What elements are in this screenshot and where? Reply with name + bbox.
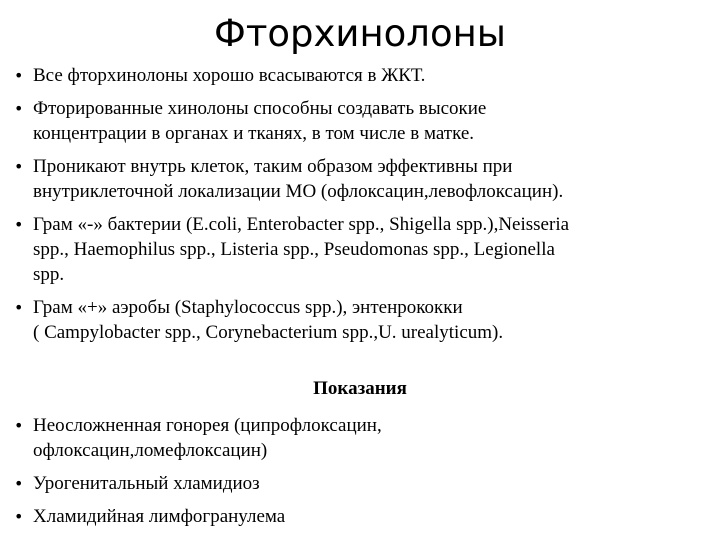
indications-list [14,413,704,537]
list-item-line: Фторированные хинолоны способны создавать высокие [33,98,487,119]
list-item [14,504,704,529]
bullet-icon: • [14,416,24,435]
list-item-line: внутриклеточной локализации МО (офлоксацин,левофлоксацин). [33,181,564,202]
list-item [14,154,704,204]
slide-title: Фторхинолоны [214,12,506,55]
list-item-line: Хламидийная лимфогранулема [33,506,286,527]
list-item [14,413,704,463]
list-item-line: Неосложненная гонорея (ципрофлоксацин, [33,415,382,436]
properties-list [14,63,704,353]
bullet-icon: • [14,298,24,317]
list-item-line: spp. [33,264,65,285]
list-item-line: ( Campylobacter spp., Corynebacterium spp.,U. urealyticum). [33,322,504,343]
indications-heading: Показания [313,378,407,399]
bullet-icon: • [14,99,24,118]
list-item-line: Грам «+» аэробы (Staphylococcus spp.), энтенрококки [33,297,463,318]
bullet-icon: • [14,474,24,493]
list-item [14,471,704,496]
bullet-icon: • [14,66,24,85]
list-item [14,212,704,287]
list-item-line: Проникают внутрь клеток, таким образом эффективны при [33,156,513,177]
bullet-icon: • [14,157,24,176]
list-item-line: spp., Haemophilus spp., Listeria spp., Pseudomonas spp., Legionella [33,239,555,260]
list-item-line: офлоксацин,ломефлоксацин) [33,440,268,461]
list-item-line: Все фторхинолоны хорошо всасываются в ЖКТ. [33,65,426,86]
list-item-line: Грам «-» бактерии (E.coli, Enterobacter spp., Shigella spp.),Neisseria [33,214,570,235]
list-item-line: Урогенитальный хламидиоз [33,473,260,494]
bullet-icon: • [14,507,24,526]
list-item [14,295,704,345]
list-item-line: концентрации в органах и тканях, в том числе в матке. [33,123,475,144]
bullet-icon: • [14,215,24,234]
list-item [14,63,704,88]
list-item [14,96,704,146]
